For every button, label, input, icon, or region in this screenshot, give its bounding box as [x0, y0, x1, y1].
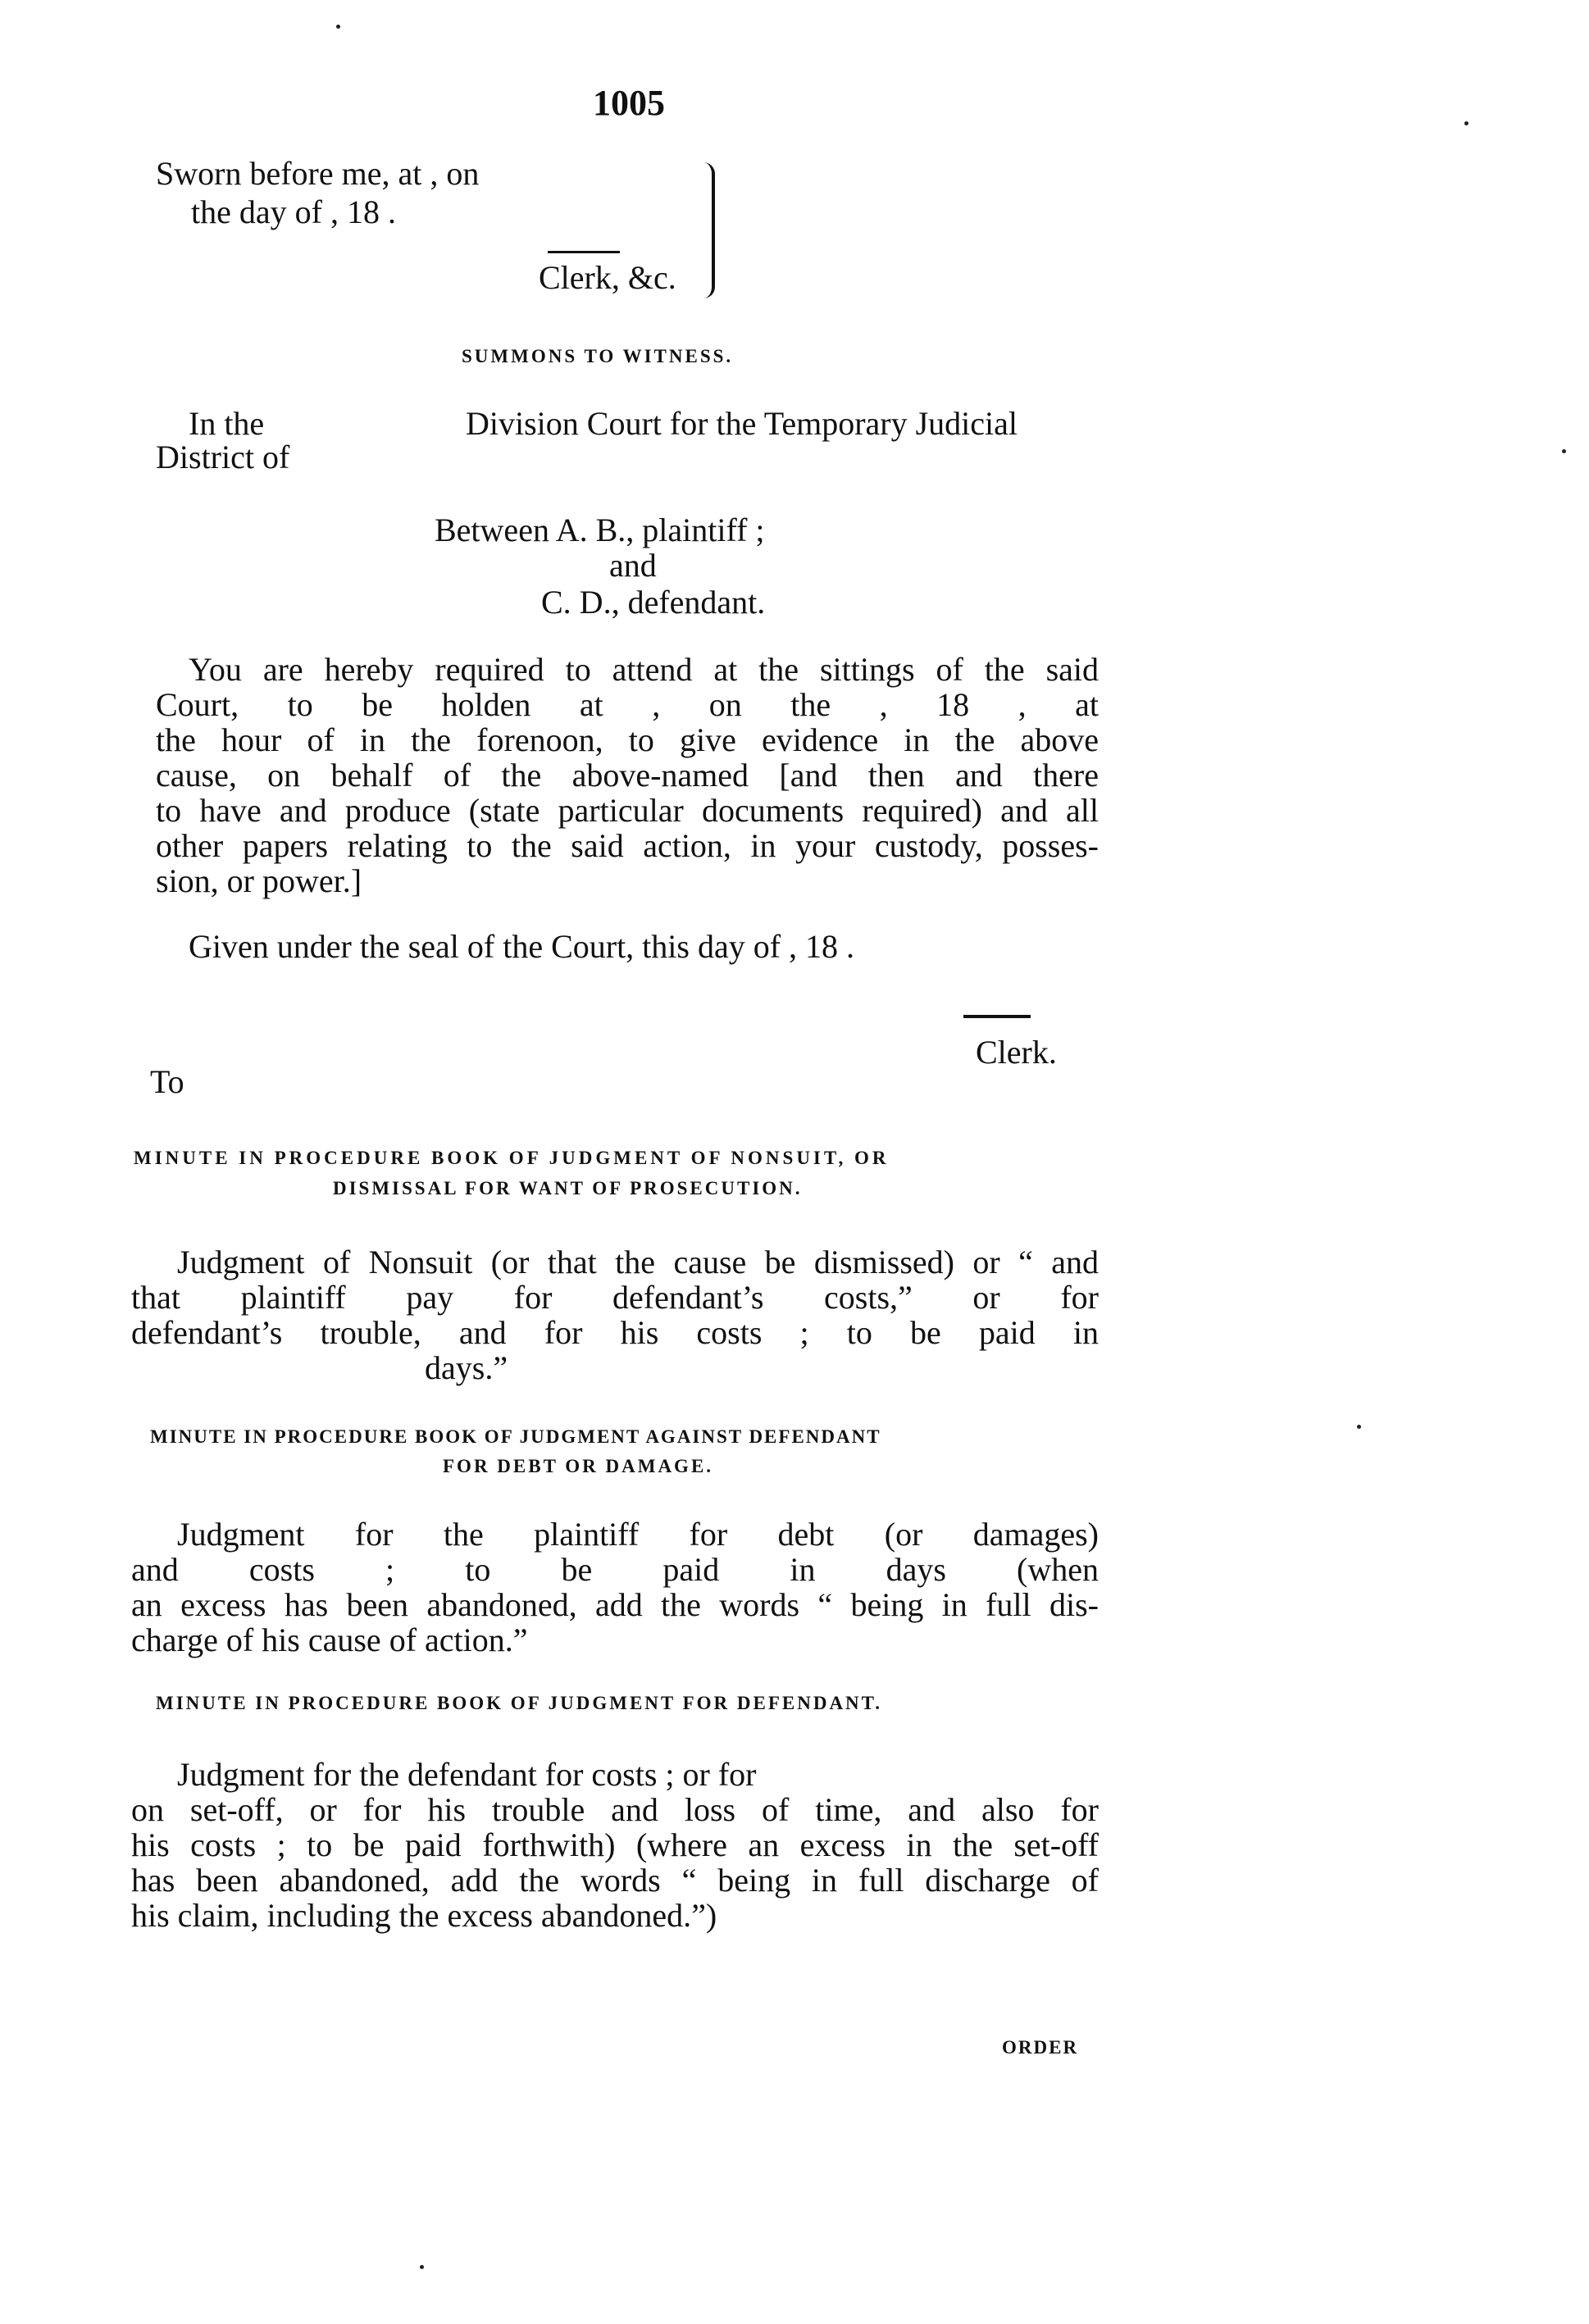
body-line: an excess has been abandoned, add the words “ being in full dis- — [131, 1586, 1099, 1623]
summons-body — [156, 652, 1099, 898]
affidavit-line-2: the day of , 18 . — [191, 193, 396, 230]
addressee-to: To — [150, 1063, 184, 1100]
judgment-plaintiff-body — [131, 1517, 1099, 1658]
body-line: Judgment for the plaintiff for debt (or damages) — [177, 1516, 1099, 1553]
scan-speck — [1464, 121, 1468, 125]
body-line: days.” — [425, 1349, 508, 1386]
body-line: Court, to be holden at , on the , 18 , at — [156, 686, 1099, 723]
scan-speck — [1562, 449, 1566, 453]
catchword: ORDER — [1002, 2037, 1079, 2058]
body-line: his claim, including the excess abandoned.”) — [131, 1897, 717, 1934]
section-heading: DISMISSAL FOR WANT OF PROSECUTION. — [333, 1178, 803, 1198]
signature-rule — [548, 251, 620, 253]
given-under-seal: Given under the seal of the Court, this day of , 18 . — [189, 928, 855, 965]
section-heading: MINUTE IN PROCEDURE BOOK OF JUDGMENT FOR DEFENDANT. — [156, 1693, 883, 1713]
body-line: Judgment for the defendant for costs ; or for — [177, 1756, 757, 1793]
body-line: has been abandoned, add the words “ being in full discharge of — [131, 1862, 1099, 1899]
clerk-rule — [963, 1015, 1031, 1018]
section-heading: SUMMONS TO WITNESS. — [462, 346, 734, 366]
section-heading: MINUTE IN PROCEDURE BOOK OF JUDGMENT AGAINST DEFENDANT — [150, 1426, 881, 1447]
scan-speck — [420, 2265, 424, 2269]
body-line: the hour of in the forenoon, to give evidence in the above — [156, 721, 1099, 758]
section-heading: FOR DEBT OR DAMAGE. — [443, 1456, 714, 1476]
page-number: 1005 — [593, 83, 665, 123]
body-line: his costs ; to be paid forthwith) (where an excess in the set-off — [131, 1826, 1099, 1863]
body-line: on set-off, or for his trouble and loss of time, and also for — [131, 1791, 1099, 1828]
body-line: other papers relating to the said action, in your custody, posses- — [156, 827, 1099, 864]
scan-speck — [1357, 1425, 1361, 1429]
body-line: charge of his cause of action.” — [131, 1621, 528, 1658]
clerk-signature: Clerk. — [976, 1034, 1057, 1071]
parties-plaintiff: Between A. B., plaintiff ; — [435, 512, 765, 548]
parties-and: and — [609, 547, 657, 584]
affidavit-brace — [699, 162, 715, 298]
body-line: to have and produce (state particular documents required) and all — [156, 792, 1099, 829]
section-heading: MINUTE IN PROCEDURE BOOK OF JUDGMENT OF NONSUIT, OR — [134, 1148, 890, 1168]
court-title: Division Court for the Temporary Judicial — [466, 405, 1018, 442]
body-line: You are hereby required to attend at the sittings of the said — [189, 651, 1099, 688]
parties-defendant: C. D., defendant. — [541, 584, 766, 621]
nonsuit-body — [131, 1244, 1099, 1385]
body-line: defendant’s trouble, and for his costs ; to be paid in — [131, 1314, 1099, 1351]
scan-speck — [336, 25, 340, 29]
body-line: that plaintiff pay for defendant’s costs,” or for — [131, 1279, 1099, 1316]
court-left-line-2: District of — [156, 439, 290, 475]
body-line: Judgment of Nonsuit (or that the cause be dismissed) or “ and — [177, 1244, 1099, 1280]
body-line: sion, or power.] — [156, 862, 362, 899]
body-line: and costs ; to be paid in days (when — [131, 1551, 1099, 1588]
affidavit-line-1: Sworn before me, at , on — [156, 155, 480, 192]
affidavit-signature: Clerk, &c. — [539, 259, 676, 296]
judgment-defendant-body — [131, 1757, 1099, 1933]
court-left-line-1: In the — [189, 405, 265, 442]
body-line: cause, on behalf of the above-named [and then and there — [156, 757, 1099, 794]
